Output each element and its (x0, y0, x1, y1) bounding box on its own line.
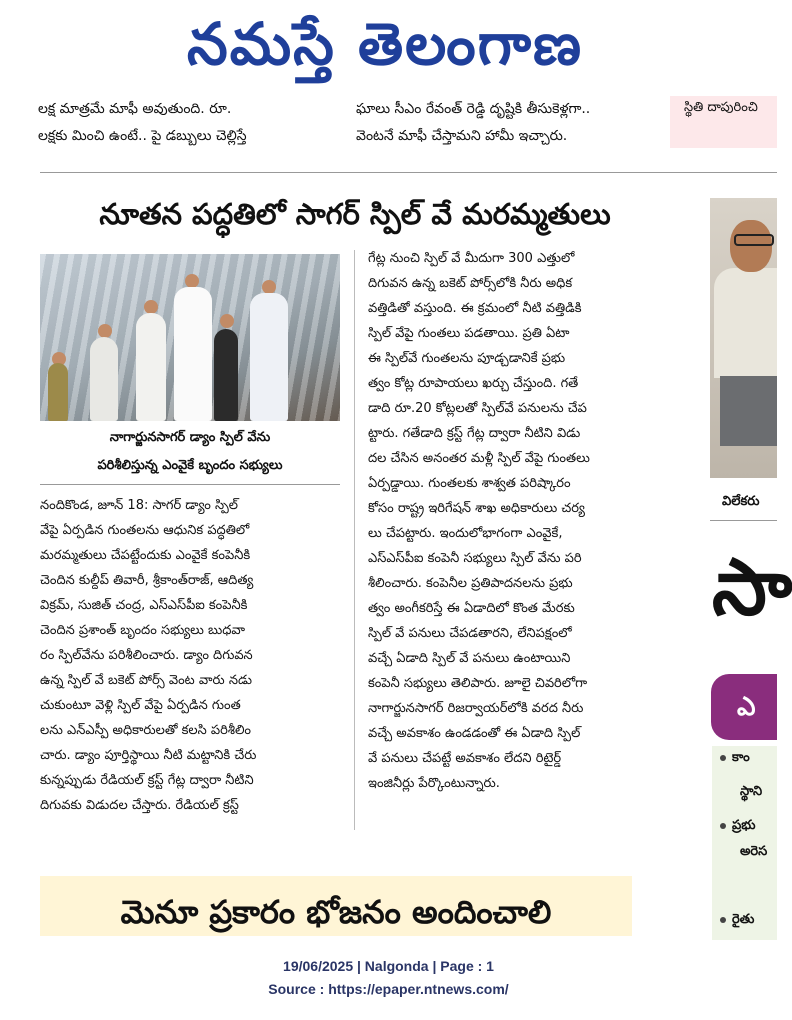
text-line: రం స్పిల్‌వేను పరిశీలించారు. డ్యాం దిగువన (40, 648, 253, 663)
top-strip-right-box (670, 96, 777, 148)
page-footer (0, 955, 777, 1001)
text-line: చారు. డ్యాం పూర్తిస్థాయి నీటి మట్టానికి చేరు (40, 748, 257, 763)
person (90, 337, 118, 421)
right-big-headline: సా (712, 543, 792, 633)
text-line: ఏర్పడ్డాయి. గుంతలకు శాశ్వత పరిష్కారం (368, 476, 571, 491)
person-head (220, 314, 234, 328)
text-line: స్పిల్ వే పనులు చేపడతారని, లేనిపక్షంలో (368, 626, 572, 641)
bullet-icon (720, 823, 726, 829)
text-line: దిగువకు విడుదల చేస్తారు. రేడియల్ క్రస్ట్ (40, 798, 239, 813)
reporter-photo (710, 198, 777, 478)
person-head (98, 324, 112, 338)
right-photo-caption: విలేకరు (722, 494, 760, 509)
article-headline: నూతన పద్ధతిలో సాగర్ స్పిల్ వే మరమ్మతులు (99, 197, 611, 231)
text-line: లు చేపట్టారు. ఇందులోభాగంగా ఎంవైకే, (368, 526, 563, 541)
article-photo (40, 254, 340, 421)
text-line: కోసం రాష్ట్ర ఇరిగేషన్ శాఖ అధికారులు చర్య (368, 501, 585, 516)
text-line: ఈ స్పిల్‌వే గుంతలను పూడ్చడానికే ప్రభు (368, 351, 566, 366)
text-line: విక్రమ్, సుజిత్ చంద్ర, ఎస్ఎస్‌పీఐ కంపెనీకి (40, 598, 248, 613)
caption-line: పరిశీలిస్తున్న ఎంవైకే బృందం సభ్యులు (97, 458, 283, 473)
text-line: స్థితి దాపురించి (684, 100, 758, 115)
person (250, 293, 288, 421)
right-bullet-list (712, 746, 777, 940)
list-item: కాం (720, 750, 750, 768)
person-head (185, 274, 199, 288)
list-item: స్థాని (740, 784, 763, 799)
photo-caption (40, 424, 340, 485)
list-item: అరెస (740, 844, 768, 859)
masthead (0, 0, 777, 90)
person (174, 287, 212, 421)
bullet-icon (720, 755, 726, 761)
top-strip-middle (356, 96, 656, 150)
edition-info: 19/06/2025 | Nalgonda | Page : 1 (283, 958, 494, 974)
text-line: శీలించారు. కంపెనీల ప్రతిపాదనలను ప్రభు (368, 576, 573, 591)
person-head (262, 280, 276, 294)
text-line: గేట్ల నుంచి స్పిల్ వే మీదుగా 300 ఎత్తులో (368, 251, 575, 266)
list-item: ప్రభు (720, 818, 756, 836)
text-line: డాది రూ.20 కోట్లలతో స్పిల్‌వే పనులను చేప (368, 401, 587, 416)
person-head (144, 300, 158, 314)
text-line: త్వం అంగీకరిస్తే ఈ ఏడాదిలో కొంత మేరకు (368, 601, 575, 616)
person (136, 313, 166, 421)
text-line: ఉన్న స్పిల్ వే బకెట్ పోర్స్ వెంట వారు నడు (40, 673, 253, 688)
section-divider (40, 172, 777, 173)
text-line: మరమ్మతులు చేపట్టేందుకు ఎంవైకే కంపెనీకి (40, 548, 251, 563)
text-line: ఎస్ఎస్‌పీఐ కంపెనీ సభ్యులు స్పిల్ వేను పరి (368, 551, 582, 566)
text-line: వచ్చే ఏడాది స్పిల్ వే పనులు ఉంటాయిని (368, 651, 571, 666)
next-article-headline: మెనూ ప్రకారం భోజనం అందించాలి (40, 876, 632, 936)
text-line: ట్టారు. గతేడాది క్రస్ట్ గేట్ల ద్వారా నీటిని విడు (368, 426, 581, 441)
shirt (714, 268, 777, 378)
text-line: నందికొండ, జూన్ 18: సాగర్ డ్యాం స్పిల్ (40, 498, 239, 513)
text-line: చుకుంటూ వెళ్లి స్పిల్ వేపై ఏర్పడిన గుంత (40, 698, 241, 713)
text-line: స్పిల్ వేపై గుంతలు పడతాయి. ప్రతి ఏటా (368, 326, 570, 341)
person (214, 329, 238, 421)
text-line: వచ్చే అవకాశం ఉండడంతో ఈ ఏడాది స్పిల్ (368, 726, 581, 741)
text-line: వత్తిడితో వస్తుంది. ఈ క్రమంలో నీటి వత్తిడికి (368, 301, 582, 316)
newspaper-title: నమస్తే తెలంగాణ (187, 10, 583, 78)
text-line: త్వం కోట్ల రూపాయలు ఖర్చు చేస్తుంది. గతే (368, 376, 579, 391)
text-line: వెంటనే మాఫీ చేస్తామని హామీ ఇచ్చారు. (356, 128, 568, 144)
text-line: దల చేసిన అనంతర మళ్లీ స్పిల్ వేపై గుంతలు (368, 451, 590, 466)
text-line: చెందిన ప్రశాంత్ బృందం సభ్యులు బుధవా (40, 623, 246, 638)
article-column-1 (40, 493, 342, 818)
text-line: కున్నప్పుడు రేడియల్ క్రస్ట్ గేట్ల ద్వారా నీటిని (40, 773, 254, 788)
text-line: నాగార్జునసాగర్ రిజర్వాయర్‌లోకి వరద నీరు (368, 701, 584, 716)
bullet-icon (720, 917, 726, 923)
source-link[interactable]: Source : https://epaper.ntnews.com/ (268, 981, 509, 997)
article-column-2 (368, 246, 670, 796)
person-head (730, 220, 772, 272)
text-line: లను ఎన్ఎస్పీ అధికారులతో కలసి పరిశీలిం (40, 723, 252, 738)
text-line: వే పనులు చేపట్టే అవకాశం లేదని రిటైర్డ్ (368, 751, 562, 766)
top-strip-left (38, 96, 338, 150)
right-banner: ఎ (711, 674, 777, 740)
text-line: వేపై ఏర్పడిన గుంతలను ఆధునిక పద్ధతిలో (40, 523, 250, 538)
text-line: చెందిన కుల్దీప్ తివారీ, శ్రీకాంత్‌రాజ్, ఆదిత్య (40, 573, 254, 588)
text-line: లక్ష మాత్రమే మాఫీ అవుతుంది. రూ. (38, 101, 232, 117)
pants (720, 376, 777, 446)
glasses (734, 234, 774, 246)
text-line: ఇంజినీర్లు పేర్కొంటున్నారు. (368, 776, 500, 791)
caption-line: నాగార్జునసాగర్ డ్యాం స్పిల్ వేను (109, 430, 271, 445)
list-item: రైతు (720, 912, 754, 930)
text-line: దిగువన ఉన్న బకెట్ పోర్స్‌లోకి నీరు అధిక (368, 276, 573, 291)
text-line: కంపెనీ సభ్యులు తెలిపారు. జూలై చివరిలోగా (368, 676, 588, 691)
section-divider (710, 520, 777, 521)
person (48, 363, 68, 421)
column-rule (354, 250, 355, 830)
text-line: లక్షకు మించి ఉంటే.. పై డబ్బులు చెల్లిస్తే (38, 128, 247, 144)
text-line: ఘాలు సీఎం రేవంత్ రెడ్డి దృష్టికి తీసుకెళ్లగా.. (356, 101, 591, 117)
